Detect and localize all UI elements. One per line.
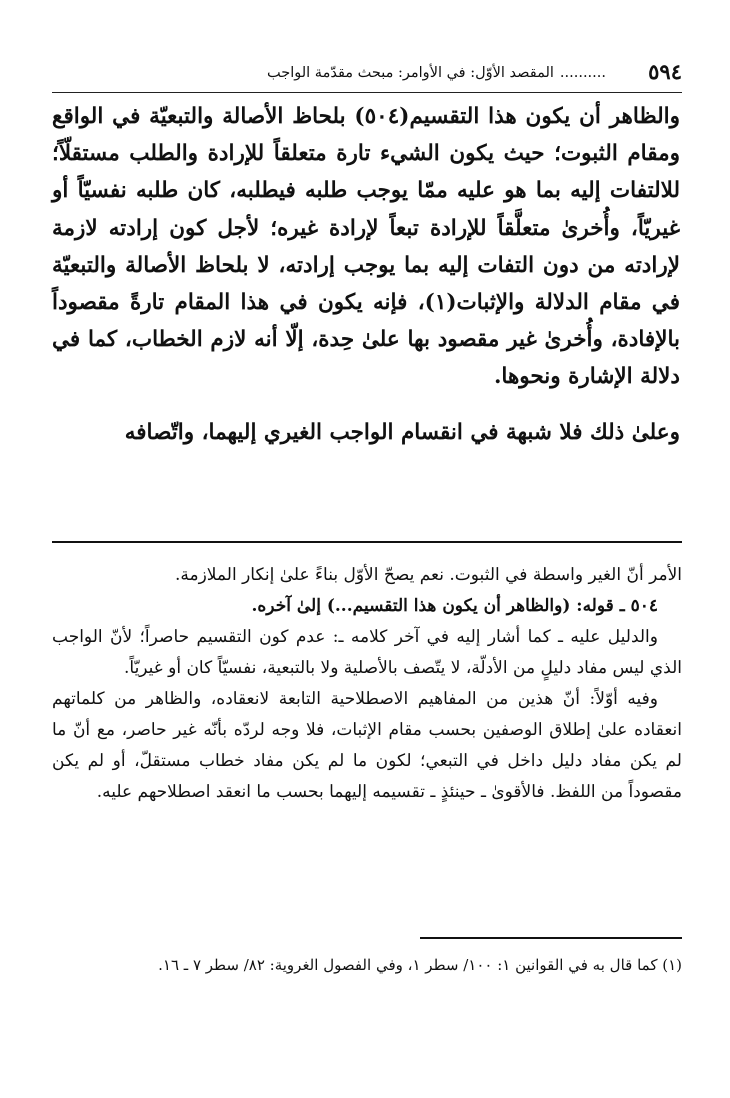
commentary [52, 560, 682, 808]
page-header [52, 58, 682, 86]
footnote-divider [420, 937, 682, 939]
footnote: (١) كما قال به في القوانين ١: ١٠٠/ سطر ١، وفي الفصول الغروية: ٨٢/ سطر ٧ ـ ١٦. [158, 956, 682, 974]
commentary-divider [52, 541, 682, 543]
page-number: ٥٩٤ [648, 59, 682, 84]
running-title-text: المقصد الأوّل: في الأوامر: مبحث مقدّمة الواجب [267, 65, 554, 81]
header-rule [52, 92, 682, 93]
commentary-continuation: الأمر أنّ الغير واسطة في الثبوت. نعم يصحّ الأوّل بناءً علىٰ إنكار الملازمة. [174, 565, 682, 585]
main-paragraph: وعلىٰ ذلك فلا شبهة في انقسام الواجب الغيري إليهما، واتّصافه [124, 419, 680, 445]
commentary-heading: ٥٠٤ ـ قوله: (والظاهر أن يكون هذا التقسيم...) إلىٰ آخره. [251, 596, 658, 616]
running-title [267, 60, 606, 86]
main-text [52, 98, 680, 451]
leader-dots: .......... [559, 65, 606, 81]
commentary-paragraph: وفيه أوّلاً: أنّ هذين من المفاهيم الاصطلاحية التابعة لانعقاده، والظاهر من كلماتهم انعقاده علىٰ إطلاق الوصفين بحسب مقام الإثبات، فلا وجه لردّه بأنّه غير حاصر، مع أنّ ما لم يكن مفاد دليل داخل في التبعي؛ لكون ما لم يكن مفاد خطاب مستقلّ، أو لم يكن مقصوداً من اللفظ. فالأقوىٰ ـ حينئذٍ ـ تقسيمه إليهما بحسب ما انعقد اصطلاحهم عليه. [52, 689, 682, 802]
commentary-paragraph: والدليل عليه ـ كما أشار إليه في آخر كلامه ـ: عدم كون التقسيم حاصراً؛ لأنّ الواجب الذي ليس مفاد دليلٍ من الأدلّة، لا يتّصف بالأصلية ولا بالتبعية، نفسيّاً كان أو غيريّاً. [52, 627, 682, 678]
main-paragraph: والظاهر أن يكون هذا التقسيم(٥٠٤) بلحاظ الأصالة والتبعيّة في الواقع ومقام الثبوت؛ حيث يكون الشيء تارة متعلقاً للإرادة والطلب مستقلّاً؛ للالتفات إليه بما هو عليه ممّا يوجب طلبه فيطلبه، كان طلبه نفسيّاً أو غيريّاً، وأُخرىٰ متعلَّقاً للإرادة تبعاً لإرادة غيره؛ لأجل كون إرادته لازمة لإرادته من دون التفات إليه بما يوجب إرادته، لا بلحاظ الأصالة والتبعيّة في مقام الدلالة والإثبات(١)، فإنه يكون في هذا المقام تارةً مقصوداً بالإفادة، وأُخرىٰ غير مقصود بها علىٰ حِدة، إلّا أنه لازم الخطاب، كما في دلالة الإشارة ونحوها. [52, 104, 680, 390]
